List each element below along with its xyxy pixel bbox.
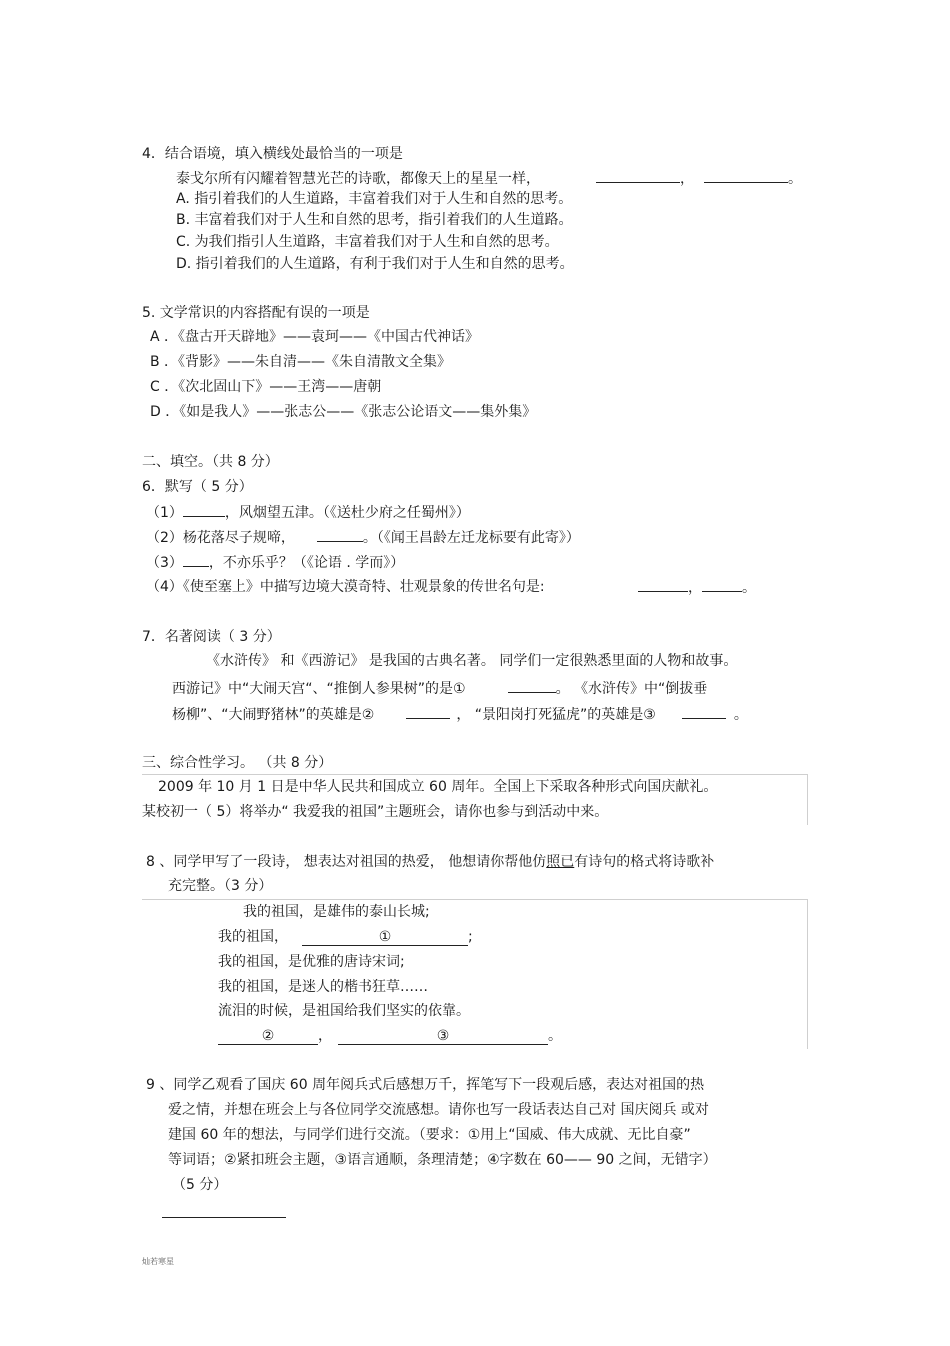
q6-blank-1[interactable] bbox=[183, 502, 225, 517]
q8-blank-2[interactable] bbox=[218, 1028, 318, 1045]
q6-l2-suffix: 。（《闻王昌龄左迁龙标要有此寄》） bbox=[362, 530, 580, 546]
q4-stem-text: 泰戈尔所有闪耀着智慧光芒的诗歌，都像天上的星星一样， bbox=[176, 171, 540, 187]
q9-answer-line[interactable] bbox=[162, 1217, 286, 1218]
q8-mark-2: ② bbox=[261, 1028, 275, 1044]
q6-blank-4b[interactable] bbox=[702, 577, 742, 592]
q5-option-b: B ．《背影》——朱自清——《朱自清散文全集》 bbox=[150, 354, 452, 370]
q6-line-4-blanks bbox=[638, 577, 756, 597]
q4-option-c: C. 为我们指引人生道路，丰富着我们对于人生和自然的思考。 bbox=[176, 234, 559, 250]
q4-stem-sep: ， bbox=[680, 171, 694, 187]
section-3-title: 三、综合性学习。 （共 8 分） bbox=[142, 755, 333, 771]
q8-l1-text: 8 、同学甲写了一段诗， 想表达对祖国的热爱， 他想请你帮他仿 bbox=[146, 854, 547, 870]
q6-line-3 bbox=[146, 552, 404, 572]
q7-para-3 bbox=[172, 704, 748, 724]
q7-p3-end: 。 bbox=[733, 707, 748, 723]
q6-l1-prefix: （1） bbox=[146, 505, 183, 521]
q6-l2-prefix: （2）杨花落尽子规啼， bbox=[146, 530, 295, 546]
q6-l3-suffix: ，不亦乐乎？（《论语 . 学而》） bbox=[208, 555, 405, 571]
section-3-intro-1: 2009 年 10 月 1 日是中华人民共和国成立 60 周年。全国上下采取各种形式向国庆献礼。 bbox=[158, 779, 718, 795]
q8-poem2-end: ; bbox=[468, 929, 473, 945]
q9-line-3: 建国 60 年的想法，与同学们进行交流。（要求：①用上“国威、伟大成就、无比自豪” bbox=[168, 1127, 691, 1143]
q9-line-2: 爱之情，并想在班会上与各位同学交流感想。请你也写一段话表达自己对 国庆阅兵 或对 bbox=[168, 1102, 709, 1118]
q8-poem-line-6 bbox=[218, 1026, 562, 1046]
q9-line-1: 9 、同学乙观看了国庆 60 周年阅兵式后感想万千，挥笔写下一段观后感，表达对祖国的热 bbox=[146, 1077, 705, 1093]
q8-poem6-sep: ， bbox=[318, 1028, 332, 1044]
q7-para-2 bbox=[172, 678, 707, 698]
q6-l4-sep: ， bbox=[688, 580, 702, 596]
q8-l1-tail: 有诗句的格式将诗歌补 bbox=[574, 854, 715, 870]
q4-option-a: A. 指引着我们的人生道路，丰富着我们对于人生和自然的思考。 bbox=[176, 191, 573, 207]
q8-poem-line-5: 流泪的时候，是祖国给我们坚实的依靠。 bbox=[218, 1003, 470, 1019]
q7-p2-text: 西游记》中“大闹天宫“、“推倒人参果树”的是① bbox=[172, 681, 466, 697]
q6-line-1 bbox=[146, 502, 470, 522]
q6-l4-end: 。 bbox=[742, 580, 756, 596]
q6-blank-3[interactable] bbox=[183, 552, 209, 567]
q4-option-d: D. 指引着我们的人生道路，有利于我们对于人生和自然的思考。 bbox=[176, 256, 574, 272]
q9-line-4: 等词语；②紧扣班会主题，③语言通顺，条理清楚；④字数在 60—— 90 之间，无错字） bbox=[168, 1152, 717, 1168]
q4-stem bbox=[176, 168, 802, 188]
q5-option-c: C ．《次北固山下》——王湾——唐朝 bbox=[150, 379, 382, 395]
q7-blank-3[interactable] bbox=[682, 704, 726, 719]
q8-poem-line-3: 我的祖国，是优雅的唐诗宋词; bbox=[218, 954, 405, 970]
q8-blank-3[interactable] bbox=[338, 1028, 548, 1045]
q7-blank-2[interactable] bbox=[406, 704, 450, 719]
q6-blank-4a[interactable] bbox=[638, 577, 688, 592]
q8-poem-line-2 bbox=[218, 927, 473, 947]
q7-p2-tail: 。 《水浒传》中“倒拔垂 bbox=[555, 681, 708, 697]
q5-title: 5. 文学常识的内容搭配有误的一项是 bbox=[142, 305, 370, 321]
q5-option-d: D ．《如是我人》——张志公——《张志公论语文——集外集》 bbox=[150, 404, 537, 420]
q4-stem-end: 。 bbox=[788, 171, 802, 187]
q8-poem-line-4: 我的祖国，是迷人的楷书狂草…… bbox=[218, 979, 428, 995]
q8-line-1 bbox=[146, 852, 714, 872]
section-3-intro-2: 某校初一（ 5）将举办“ 我爱我的祖国”主题班会，请你也参与到活动中来。 bbox=[142, 804, 609, 820]
q8-poem6-end: 。 bbox=[548, 1028, 562, 1044]
q6-blank-2[interactable] bbox=[317, 527, 363, 542]
q8-blank-1[interactable] bbox=[302, 929, 468, 946]
q6-l4-prefix: （4）《使至塞上》中描写边境大漠奇特、壮观景象的传世名句是: bbox=[146, 579, 545, 595]
q7-p3-mid: ， “景阳岗打死猛虎”的英雄是③ bbox=[456, 707, 656, 723]
q6-title: 6．默写（ 5 分） bbox=[142, 479, 253, 495]
q8-mark-1: ① bbox=[378, 929, 392, 945]
q4-title: 4．结合语境，填入横线处最恰当的一项是 bbox=[142, 146, 403, 162]
q8-l1-underlined: 照已 bbox=[546, 854, 575, 870]
footer-watermark: 灿若寒星 bbox=[142, 1257, 174, 1266]
q7-blank-1[interactable] bbox=[508, 678, 556, 693]
section-2-title: 二、填空。（共 8 分） bbox=[142, 454, 279, 470]
q6-l3-prefix: （3） bbox=[146, 555, 183, 571]
q8-poem2-text: 我的祖国， bbox=[218, 929, 288, 945]
q6-l1-suffix: ，风烟望五津。（《送杜少府之任蜀州》） bbox=[224, 505, 470, 521]
q8-mark-3: ③ bbox=[436, 1028, 450, 1044]
q6-line-2 bbox=[146, 527, 580, 547]
q7-p3-text: 杨柳”、“大闹野猪林”的英雄是② bbox=[172, 707, 375, 723]
q6-line-4 bbox=[146, 577, 545, 597]
q8-poem-line-1: 我的祖国，是雄伟的泰山长城; bbox=[243, 904, 430, 920]
q9-line-5: （5 分） bbox=[172, 1177, 228, 1193]
q8-line-2: 充完整。（3 分） bbox=[168, 878, 273, 894]
q5-option-a: A ．《盘古开天辟地》——袁珂——《中国古代神话》 bbox=[150, 329, 480, 345]
q7-title: 7．名著阅读（ 3 分） bbox=[142, 629, 281, 645]
q4-option-b: B. 丰富着我们对于人生和自然的思考，指引着我们的人生道路。 bbox=[176, 212, 573, 228]
q7-para-1: 《水浒传》 和《西游记》 是我国的古典名著。 同学们一定很熟悉里面的人物和故事。 bbox=[206, 653, 738, 669]
q4-blank-1[interactable] bbox=[596, 168, 680, 183]
q4-blank-2[interactable] bbox=[704, 168, 788, 183]
